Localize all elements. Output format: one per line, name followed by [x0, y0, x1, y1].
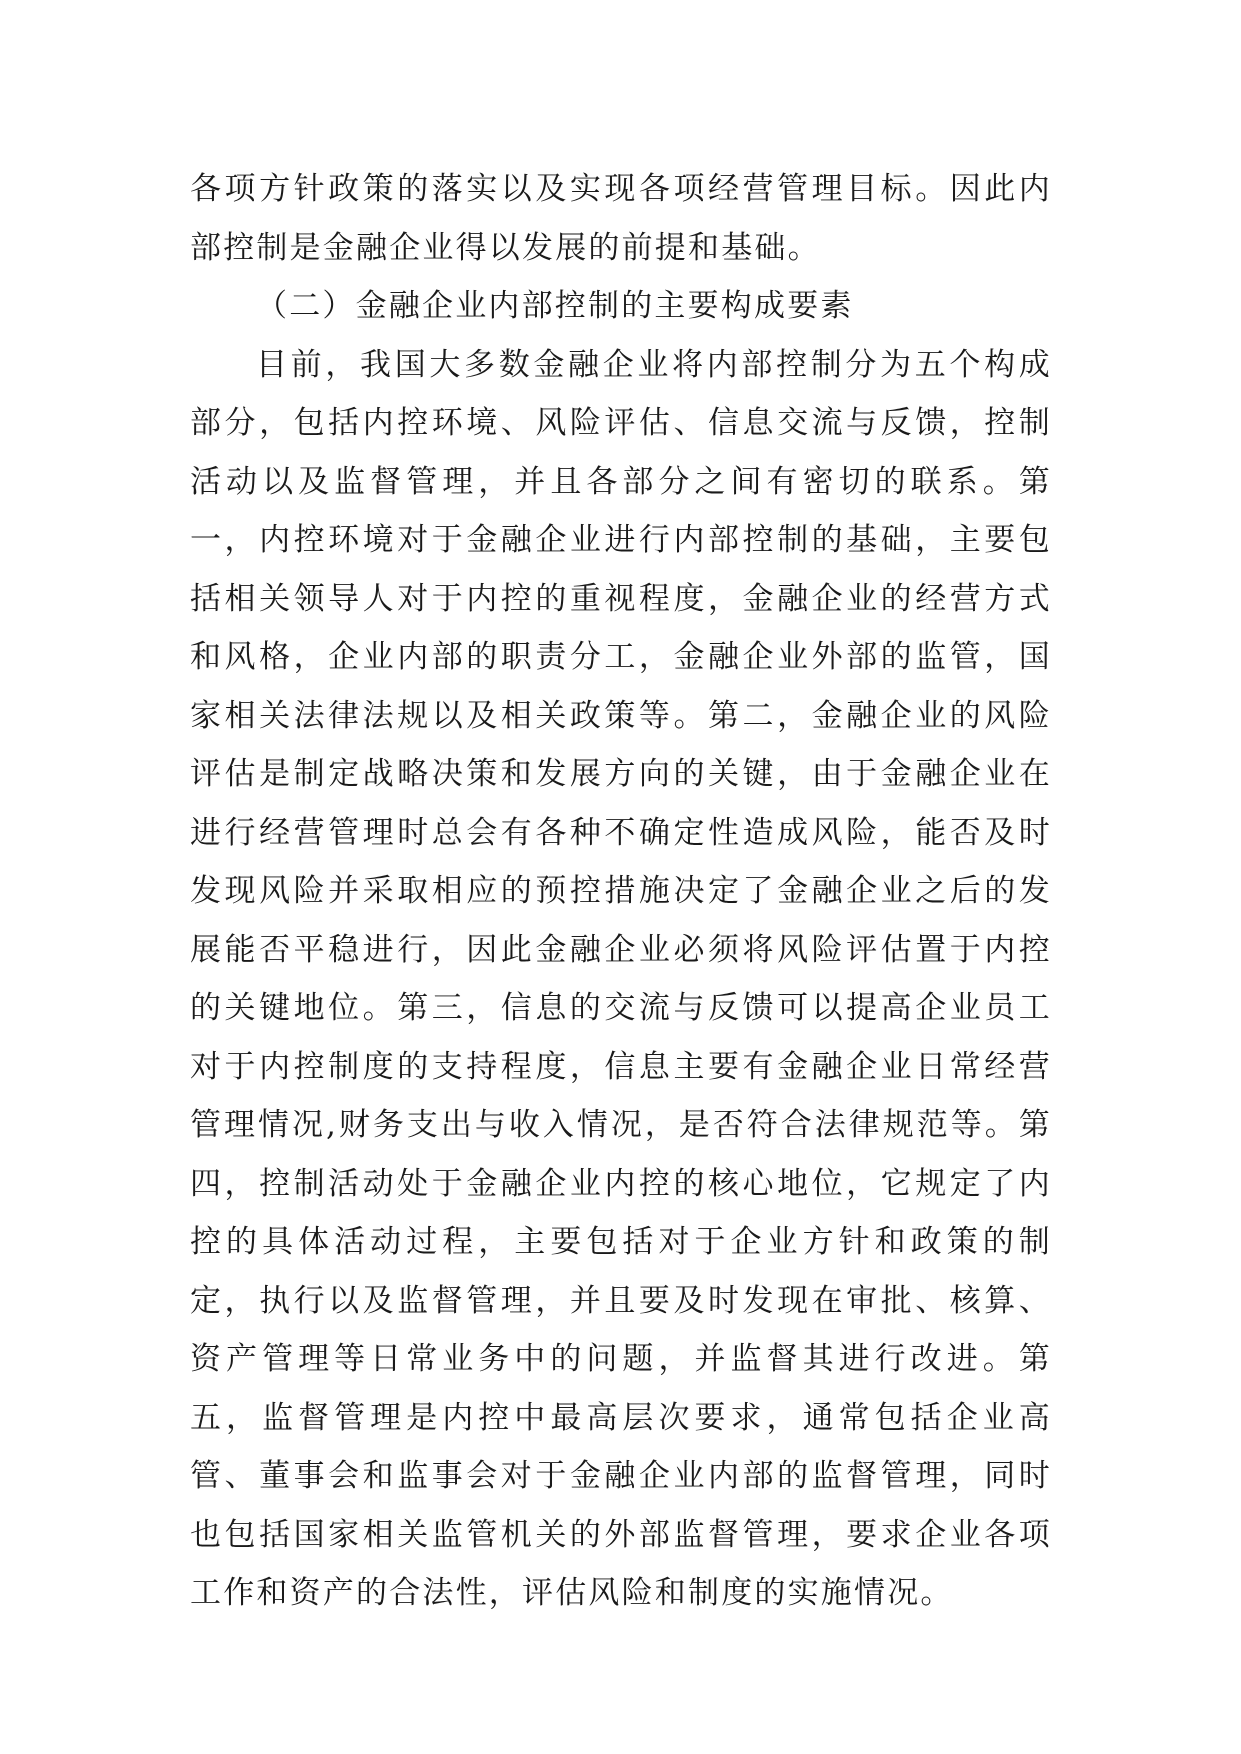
paragraph-continuation: 各项方针政策的落实以及实现各项经营管理目标。因此内部控制是金融企业得以发展的前提和基础。 [190, 171, 1052, 266]
paragraph-main: 目前，我国大多数金融企业将内部控制分为五个构成部分，包括内控环境、风险评估、信息交流与反馈，控制活动以及监督管理，并且各部分之间有密切的联系。第一，内控环境对于金融企业进行内部控制的基础，主要包括相关领导人对于内控的重视程度，金融企业的经营方式和风格，企业内部的职责分工，金融企业外部的监管，国家相关法律法规以及相关政策等。第二，金融企业的风险评估是制定战略决策和发展方向的关键，由于金融企业在进行经营管理时总会有各种不确定性造成风险，能否及时发现风险并采取相应的预控措施决定了金融企业之后的发展能否平稳进行，因此金融企业必须将风险评估置于内控的关键地位。第三，信息的交流与反馈可以提高企业员工对于内控制度的支持程度，信息主要有金融企业日常经营管理情况,财务支出与收入情况，是否符合法律规范等。第四，控制活动处于金融企业内控的核心地位，它规定了内控的具体活动过程，主要包括对于企业方针和政策的制定，执行以及监督管理，并且要及时发现在审批、核算、资产管理等日常业务中的问题，并监督其进行改进。第五，监督管理是内控中最高层次要求，通常包括企业高管、董事会和监事会对于金融企业内部的监督管理，同时也包括国家相关监管机关的外部监督管理，要求企业各项工作和资产的合法性，评估风险和制度的实施情况。 [190, 346, 1052, 1611]
body-text [190, 160, 1052, 1623]
section-heading: （二）金融企业内部控制的主要构成要素 [256, 288, 854, 324]
